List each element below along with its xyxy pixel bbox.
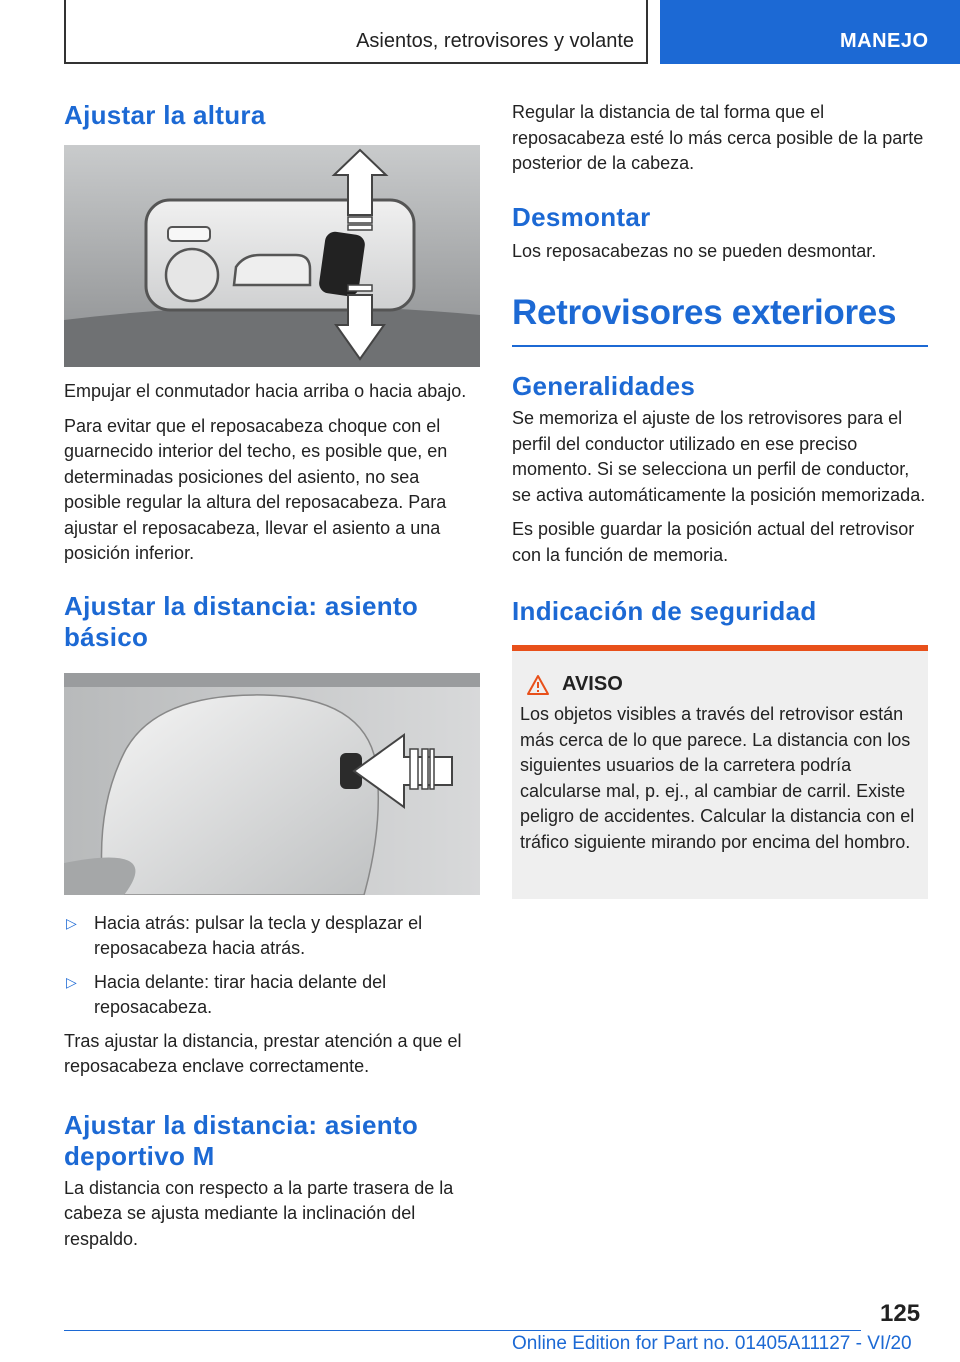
- footer-rule: [64, 1330, 861, 1331]
- section-rule: [512, 345, 928, 347]
- heading-basico: Ajustar la distancia: asiento básico: [64, 590, 419, 652]
- altura-instruction: Empujar el conmutador hacia arriba o hacia abajo.: [64, 381, 467, 401]
- bullet-list: [64, 911, 480, 1021]
- triangle-bullet-icon: ▷: [66, 973, 77, 990]
- header-title-box: [64, 0, 648, 64]
- heading-generalidades: Generalidades: [512, 371, 696, 401]
- heading-altura: Ajustar la altura: [64, 100, 266, 130]
- warning-box: [512, 645, 928, 899]
- altura-note: Para evitar que el reposacabeza choque con el guarnecido interior del techo, es posible que, en determinadas posiciones del asiento, no sea posible regular la altura del reposacabeza. Para ajustar el reposacabeza, llevar el asiento a una posición inferior.: [64, 415, 448, 563]
- warning-title: AVISO: [562, 673, 623, 695]
- list-item: ▷ Hacia delante: tirar hacia delante del reposacabeza.: [64, 970, 480, 1021]
- heading-desmontar: Desmontar: [512, 201, 651, 232]
- warning-triangle-icon: [526, 674, 550, 696]
- heading-seguridad: Indicación de seguridad: [512, 596, 817, 626]
- chapter-title: Asientos, retrovisores y volante: [356, 30, 634, 52]
- heading-deportivo: Ajustar la distancia: asiento deportivo M: [64, 1109, 419, 1171]
- footer-edition: Online Edition for Part no. 01405A11127 - VI/20: [512, 1333, 912, 1354]
- left-column: [64, 100, 480, 1252]
- generalidades-text: Se memoriza el ajuste de los retrovisores para el perfil del conductor utilizado en ese preciso momento. Si se selecciona un perfil de conductor, se activa automáticamente la posición memorizada.: [512, 408, 926, 505]
- seat-switch-illustration: [64, 145, 480, 367]
- basico-note: Tras ajustar la distancia, prestar atención a que el reposacabeza enclave correctamente.: [64, 1030, 462, 1076]
- deportivo-text: La distancia con respecto a la parte trasera de la cabeza se ajusta mediante la inclinación del respaldo.: [64, 1177, 454, 1249]
- section-label: MANEJO: [840, 30, 929, 52]
- warning-text: Los objetos visibles a través del retrovisor están más cerca de lo que parece. La distancia con los siguientes usuarios de la carretera podría calcularse mal, p. ej., al cambiar de carril. Existe peligro de accidentes. Calcular la distancia con el tráfico siguiente mirando por encima del hombro.: [520, 704, 915, 852]
- right-column: [512, 100, 928, 899]
- triangle-bullet-icon: ▷: [66, 914, 77, 931]
- headrest-illustration: [64, 673, 480, 895]
- generalidades-text-2: Es posible guardar la posición actual del retrovisor con la función de memoria.: [512, 519, 915, 565]
- list-item: ▷ Hacia atrás: pulsar la tecla y desplazar el reposacabeza hacia atrás.: [64, 911, 480, 962]
- heading-retrovisores: Retrovisores exteriores: [512, 293, 897, 332]
- desmontar-text: Los reposacabezas no se pueden desmontar.: [512, 240, 877, 261]
- regular-text: Regular la distancia de tal forma que el reposacabeza esté lo más cerca posible de la parte posterior de la cabeza.: [512, 102, 924, 173]
- page-number: 125: [880, 1300, 921, 1327]
- warning-header: [512, 651, 928, 696]
- section-tab[interactable]: [660, 0, 960, 64]
